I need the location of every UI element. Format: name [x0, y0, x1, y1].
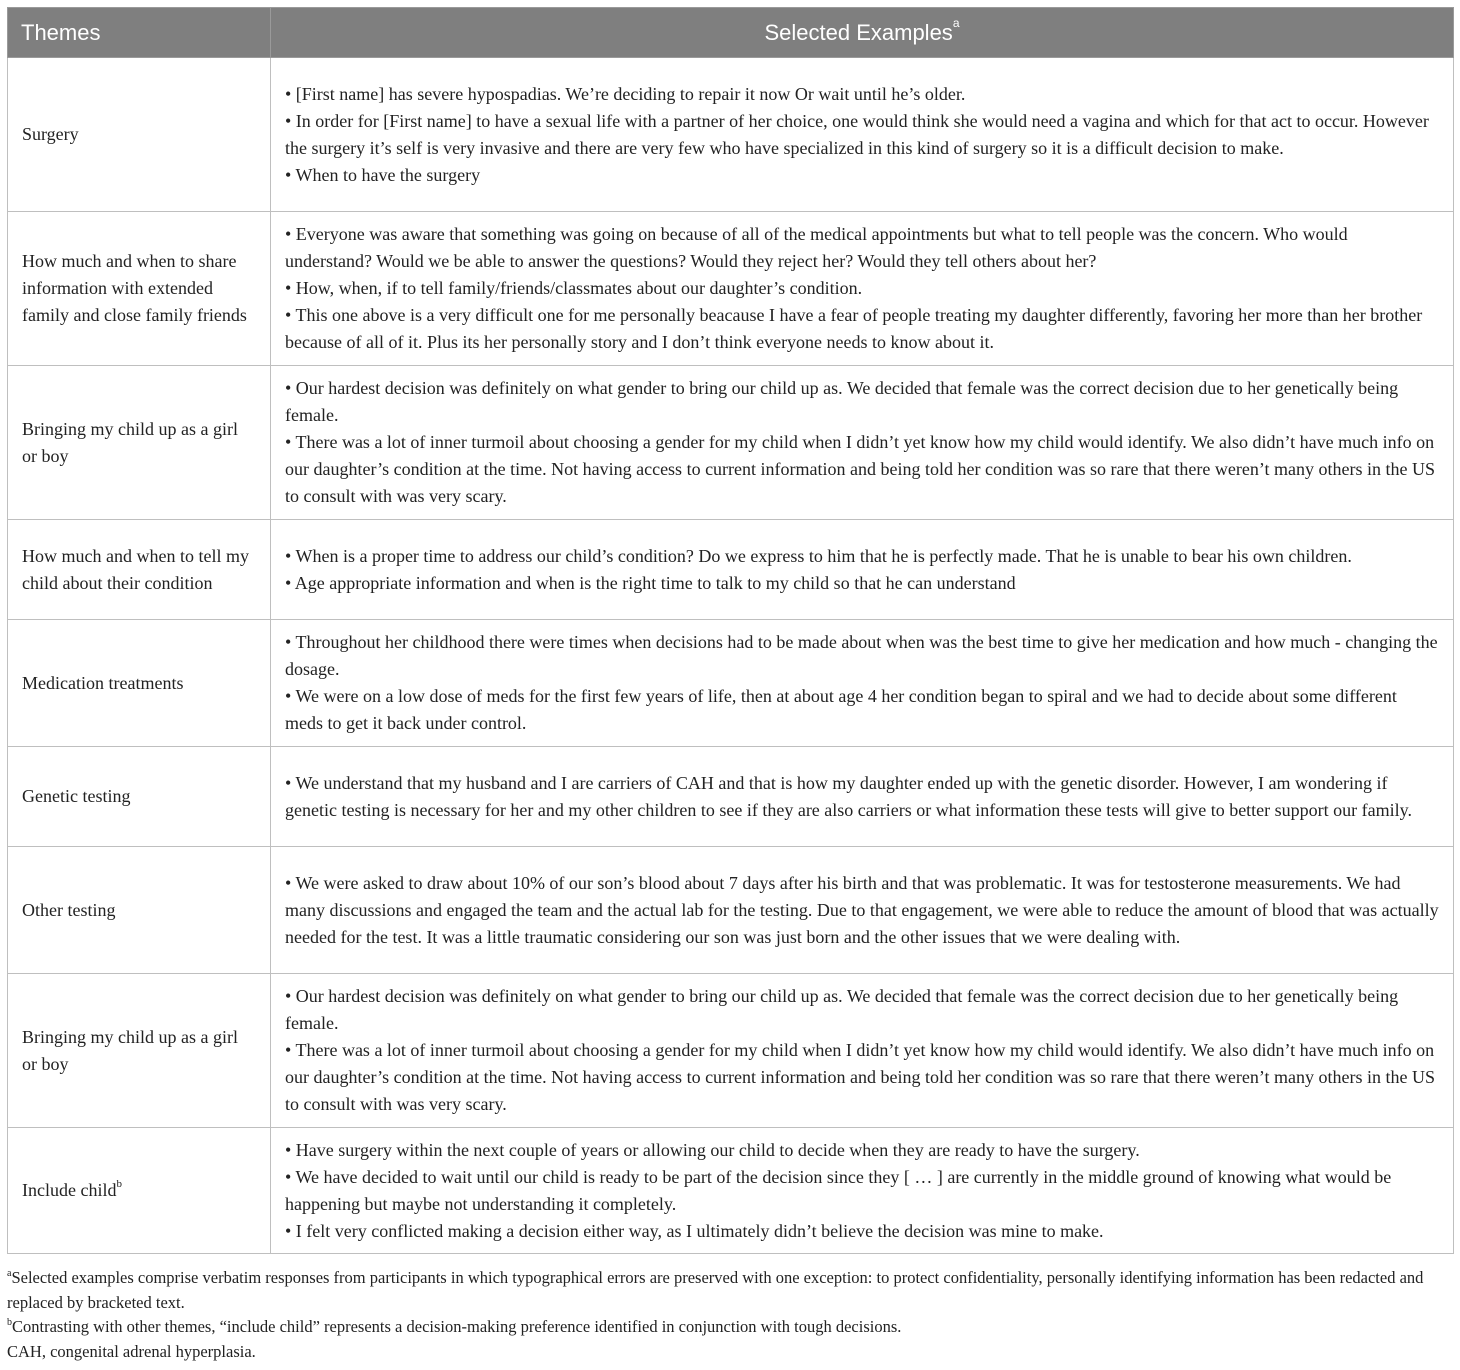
themes-table: [7, 7, 1454, 1254]
examples-cell: [271, 212, 1454, 366]
example-text: • Our hardest decision was definitely on what gender to bring our child up as. We decided that female was the correct decision due to her genetically being female.: [285, 986, 1399, 1033]
table-row: [8, 974, 1454, 1128]
example-text: • Age appropriate information and when is the right time to talk to my child so that he can understand: [285, 572, 1016, 593]
examples-cell: [271, 366, 1454, 520]
example-text: • [First name] has severe hypospadias. We’re deciding to repair it now Or wait until he’s older.: [285, 83, 966, 104]
theme-cell: How much and when to tell my child about their condition: [8, 520, 271, 620]
example-text: • Throughout her childhood there were times when decisions had to be made about when was the best time to give her medication and how much - changing the dosage.: [285, 632, 1438, 679]
theme-cell: Other testing: [8, 847, 271, 974]
footnote-marker: a: [952, 15, 960, 30]
examples-cell: [271, 58, 1454, 212]
theme-cell: Bringing my child up as a girl or boy: [8, 366, 271, 520]
example-text: • We were asked to draw about 10% of our son’s blood about 7 days after his birth and that was problematic. It was for testosterone measurements. We had many discussions and engaged the team and the actual lab for the testing. Due to that engagement, we were able to reduce the amount of blood that was actually needed for the test. It was a little traumatic considering our son was just born and the other issues that we were dealing with.: [285, 872, 1439, 947]
table-row: [8, 212, 1454, 366]
example-text: • Have surgery within the next couple of years or allowing our child to decide when they are ready to have the surgery.: [285, 1139, 1140, 1160]
example-text: • Our hardest decision was definitely on what gender to bring our child up as. We decided that female was the correct decision due to her genetically being female.: [285, 378, 1399, 425]
example-text: • There was a lot of inner turmoil about choosing a gender for my child when I didn’t yet know how my child would identify. We also didn’t have much info on our daughter’s condition at the time. Not having access to current information and being told her condition was so rare that there weren’t many others in the US to consult with was very scary.: [285, 432, 1436, 506]
abbreviation-note: CAH, congenital adrenal hyperplasia.: [7, 1341, 256, 1361]
table-row: [8, 1128, 1454, 1254]
examples-cell: [271, 1128, 1454, 1254]
theme-cell: Surgery: [8, 58, 271, 212]
theme-cell: How much and when to share information with extended family and close family friends: [8, 212, 271, 366]
column-header-themes: Themes: [8, 8, 271, 58]
theme-cell: Bringing my child up as a girl or boy: [8, 974, 271, 1128]
footnote-marker: b: [116, 1178, 122, 1190]
examples-cell: [271, 974, 1454, 1128]
table-row: [8, 620, 1454, 747]
footnote-text: Contrasting with other themes, “include child” represents a decision-making preference identified in conjunction with tough decisions.: [12, 1317, 902, 1336]
example-text: • I felt very conflicted making a decision either way, as I ultimately didn’t believe the decision was mine to make.: [285, 1220, 1104, 1241]
examples-cell: [271, 747, 1454, 847]
column-header-selected-examples: [271, 8, 1454, 58]
column-header-label: Selected Examples: [764, 19, 953, 45]
example-text: • There was a lot of inner turmoil about choosing a gender for my child when I didn’t yet know how my child would identify. We also didn’t have much info on our daughter’s condition at the time. Not having access to current information and being told her condition was so rare that there weren’t many others in the US to consult with was very scary.: [285, 1040, 1436, 1114]
theme-cell: Genetic testing: [8, 747, 271, 847]
table-row: [8, 520, 1454, 620]
example-text: • This one above is a very difficult one for me personally beacause I have a fear of people treating my daughter differently, favoring her more than her brother because of all of it. Plus its her personally story and I don’t think everyone needs to know about it.: [285, 305, 1423, 352]
example-text: • In order for [First name] to have a sexual life with a partner of her choice, one would think she would need a vagina and which for that act to occur. However the surgery it’s self is very invasive and there are very few who have specialized in this kind of surgery so it is a difficult decision to make.: [285, 110, 1429, 158]
example-text: • When is a proper time to address our child’s condition? Do we express to him that he is perfectly made. That he is unable to bear his own children.: [285, 545, 1352, 566]
table-footnotes: [7, 1266, 1453, 1364]
theme-label: Include child: [22, 1180, 117, 1200]
table-container: [7, 7, 1453, 1254]
examples-cell: [271, 520, 1454, 620]
table-row: [8, 58, 1454, 212]
table-row: [8, 747, 1454, 847]
examples-cell: [271, 620, 1454, 747]
footnote-marker: a: [7, 1267, 12, 1279]
footnote-b: [7, 1315, 1453, 1340]
example-text: • We have decided to wait until our child is ready to be part of the decision since they [ … ] are currently in the middle ground of knowing what would be happening but maybe not understanding it completely.: [285, 1166, 1392, 1214]
example-text: • How, when, if to tell family/friends/classmates about our daughter’s condition.: [285, 278, 863, 298]
example-text: • We were on a low dose of meds for the first few years of life, then at about age 4 her condition began to spiral and we had to decide about some different meds to get it back under control.: [285, 686, 1397, 733]
example-text: • Everyone was aware that something was going on because of all of the medical appointments but what to tell people was the concern. Who would understand? Would we be able to answer the questions? Would they reject her? Would they tell others about her?: [285, 224, 1348, 271]
table-header-row: [8, 8, 1454, 58]
table-row: [8, 366, 1454, 520]
footnote-text: Selected examples comprise verbatim responses from participants in which typographical errors are preserved with one exception: to protect confidentiality, personally identifying information has been redacted and replaced by bracketed text.: [7, 1268, 1424, 1312]
footnote-marker: b: [7, 1316, 12, 1328]
example-text: • We understand that my husband and I are carriers of CAH and that is how my daughter ended up with the genetic disorder. However, I am wondering if genetic testing is necessary for her and my other children to see if they are also carriers or what information these tests will give to better support our family.: [285, 772, 1412, 820]
examples-cell: [271, 847, 1454, 974]
example-text: • When to have the surgery: [285, 164, 481, 185]
theme-cell: [8, 1128, 271, 1254]
footnote-a: [7, 1266, 1453, 1315]
theme-cell: Medication treatments: [8, 620, 271, 747]
table-row: [8, 847, 1454, 974]
